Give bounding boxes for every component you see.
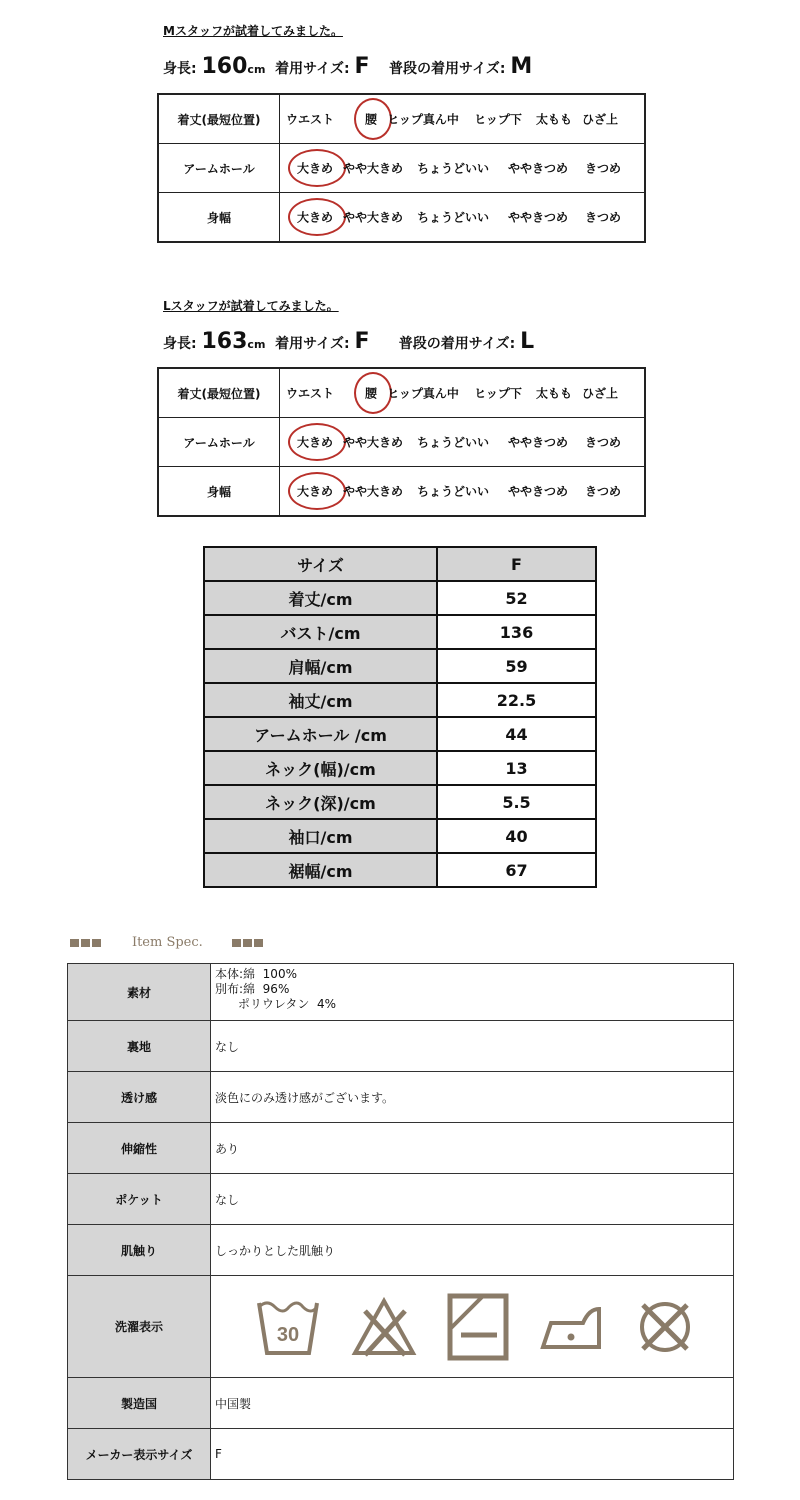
size-key: 肩幅/cm (204, 649, 437, 683)
fit-option: 大きめ (296, 484, 334, 499)
item-spec-table (67, 963, 734, 1480)
fit-option: ヒップ下 (474, 112, 522, 127)
fit-option: ウエスト (285, 386, 335, 401)
fit-row-width (158, 193, 645, 243)
fit-option: 腰 (364, 112, 378, 127)
size-key: 袖丈/cm (204, 683, 437, 717)
selected-circle (288, 198, 346, 236)
square-icon (232, 939, 241, 947)
iron-low-icon (539, 1301, 603, 1353)
spec-label: 洗濯表示 (68, 1276, 211, 1378)
fit-option: 腰 (364, 386, 378, 401)
m-fit-table (157, 93, 646, 243)
fit-option: ちょうどいい (416, 210, 490, 225)
square-icon (243, 939, 252, 947)
fit-row-length (158, 368, 645, 418)
size-row (204, 649, 596, 683)
height-label: 身長: (163, 61, 197, 77)
height-value: 163 (201, 329, 248, 354)
item-spec-heading (70, 935, 265, 950)
selected-circle (288, 472, 346, 510)
length-options (280, 95, 644, 143)
fit-label: 着丈(最短位置) (158, 94, 280, 144)
fit-option: やや大きめ (342, 210, 404, 225)
fit-option: やや大きめ (342, 484, 404, 499)
spec-row-lining (68, 1021, 734, 1072)
spec-value: 淡色にのみ透け感がございます。 (211, 1072, 734, 1123)
spec-label: 肌触り (68, 1225, 211, 1276)
width-options (280, 193, 644, 241)
no-bleach-icon (351, 1295, 417, 1359)
size-value: 13 (437, 751, 596, 785)
fit-option: きつめ (584, 210, 622, 225)
fit-option: ひざ上 (581, 112, 619, 127)
l-fit-table (157, 367, 646, 517)
size-value: 67 (437, 853, 596, 887)
size-table (203, 546, 597, 888)
material-line: 本体:綿 100% (215, 967, 297, 981)
spec-row-sheer (68, 1072, 734, 1123)
fit-row-width (158, 467, 645, 517)
spec-row-material (68, 964, 734, 1021)
spec-value: 中国製 (211, 1378, 734, 1429)
selected-circle (288, 423, 346, 461)
spec-value: F (211, 1429, 734, 1480)
fit-option: ちょうどいい (416, 161, 490, 176)
armhole-options (280, 418, 644, 466)
spec-label: ポケット (68, 1174, 211, 1225)
size-key: 袖口/cm (204, 819, 437, 853)
spec-label: 製造国 (68, 1378, 211, 1429)
fit-option: ややきつめ (507, 161, 569, 176)
height-unit: cm (247, 63, 266, 76)
usual-size-value: M (510, 54, 533, 79)
fit-row-armhole (158, 144, 645, 193)
height-value: 160 (201, 54, 248, 79)
size-row (204, 819, 596, 853)
spec-value: あり (211, 1123, 734, 1174)
fit-option: 太もも (535, 112, 573, 127)
height-unit: cm (247, 338, 266, 351)
size-key: 裾幅/cm (204, 853, 437, 887)
size-key: ネック(幅)/cm (204, 751, 437, 785)
fit-label: 身幅 (158, 193, 280, 243)
width-options (280, 467, 644, 515)
fit-option: ヒップ真ん中 (387, 112, 459, 127)
spec-row-pocket (68, 1174, 734, 1225)
size-row (204, 751, 596, 785)
usual-size-value: L (520, 329, 535, 354)
square-icon (254, 939, 263, 947)
square-icon (81, 939, 90, 947)
fit-option: ヒップ下 (474, 386, 522, 401)
l-staff-title: Lスタッフが試着してみました。 (163, 299, 339, 313)
spec-row-stretch (68, 1123, 734, 1174)
spec-row-origin (68, 1378, 734, 1429)
square-icon (92, 939, 101, 947)
size-key: アームホール /cm (204, 717, 437, 751)
l-staff-measurements (163, 329, 534, 354)
size-header-row (204, 547, 596, 581)
fit-option: 大きめ (296, 161, 334, 176)
fit-label: アームホール (158, 418, 280, 467)
shade-dry-icon (447, 1293, 509, 1361)
fit-option: やや大きめ (342, 161, 404, 176)
fit-row-armhole (158, 418, 645, 467)
wear-size-value: F (354, 329, 370, 354)
fit-option: ちょうどいい (416, 435, 490, 450)
fit-row-length (158, 94, 645, 144)
fit-option: ややきつめ (507, 435, 569, 450)
material-line: ポリウレタン 4% (215, 997, 337, 1011)
armhole-options (280, 144, 644, 192)
item-spec-title: Item Spec. (131, 935, 203, 950)
selected-circle (288, 149, 346, 187)
fit-option: きつめ (584, 161, 622, 176)
size-key: 着丈/cm (204, 581, 437, 615)
size-header-key: サイズ (204, 547, 437, 581)
material-line: 別布:綿 96% (215, 982, 290, 996)
square-icon (70, 939, 79, 947)
size-value: 44 (437, 717, 596, 751)
wear-size-label: 着用サイズ: (275, 336, 350, 352)
spec-label: 透け感 (68, 1072, 211, 1123)
fit-label: 身幅 (158, 467, 280, 517)
wash-temp: 30 (276, 1323, 300, 1346)
fit-option: ややきつめ (507, 210, 569, 225)
spec-value: なし (211, 1174, 734, 1225)
spec-row-touch (68, 1225, 734, 1276)
spec-row-care (68, 1276, 734, 1378)
care-icons (215, 1293, 733, 1361)
fit-option: やや大きめ (342, 435, 404, 450)
height-label: 身長: (163, 336, 197, 352)
spec-row-maker-size (68, 1429, 734, 1480)
size-key: ネック(深)/cm (204, 785, 437, 819)
spec-label: 伸縮性 (68, 1123, 211, 1174)
spec-value: しっかりとした肌触り (211, 1225, 734, 1276)
fit-option: ちょうどいい (416, 484, 490, 499)
wear-size-value: F (354, 54, 370, 79)
fit-option: 太もも (535, 386, 573, 401)
fit-option: ややきつめ (507, 484, 569, 499)
spec-label: メーカー表示サイズ (68, 1429, 211, 1480)
fit-option: きつめ (584, 484, 622, 499)
m-staff-title: Mスタッフが試着してみました。 (163, 24, 343, 38)
fit-option: ひざ上 (581, 386, 619, 401)
size-value: 5.5 (437, 785, 596, 819)
size-value: 59 (437, 649, 596, 683)
size-row (204, 785, 596, 819)
fit-option: 大きめ (296, 435, 334, 450)
size-row (204, 853, 596, 887)
size-row (204, 683, 596, 717)
fit-option: ヒップ真ん中 (387, 386, 459, 401)
fit-option: 大きめ (296, 210, 334, 225)
size-value: 52 (437, 581, 596, 615)
wash-30-icon (255, 1295, 321, 1359)
length-options (280, 369, 644, 417)
spec-value: なし (211, 1021, 734, 1072)
size-row (204, 615, 596, 649)
size-row (204, 717, 596, 751)
size-row (204, 581, 596, 615)
no-dryclean-icon (633, 1295, 697, 1359)
usual-size-label: 普段の着用サイズ: (398, 336, 516, 352)
size-value: 40 (437, 819, 596, 853)
fit-option: ウエスト (285, 112, 335, 127)
size-value: 22.5 (437, 683, 596, 717)
spec-label: 素材 (68, 964, 211, 1021)
m-staff-measurements (163, 54, 532, 79)
fit-label: 着丈(最短位置) (158, 368, 280, 418)
size-rows (204, 581, 596, 887)
usual-size-label: 普段の着用サイズ: (389, 61, 506, 77)
fit-option: きつめ (584, 435, 622, 450)
wear-size-label: 着用サイズ: (275, 61, 350, 77)
size-value: 136 (437, 615, 596, 649)
spec-label: 裏地 (68, 1021, 211, 1072)
fit-label: アームホール (158, 144, 280, 193)
size-header-value: F (437, 547, 596, 581)
size-key: バスト/cm (204, 615, 437, 649)
